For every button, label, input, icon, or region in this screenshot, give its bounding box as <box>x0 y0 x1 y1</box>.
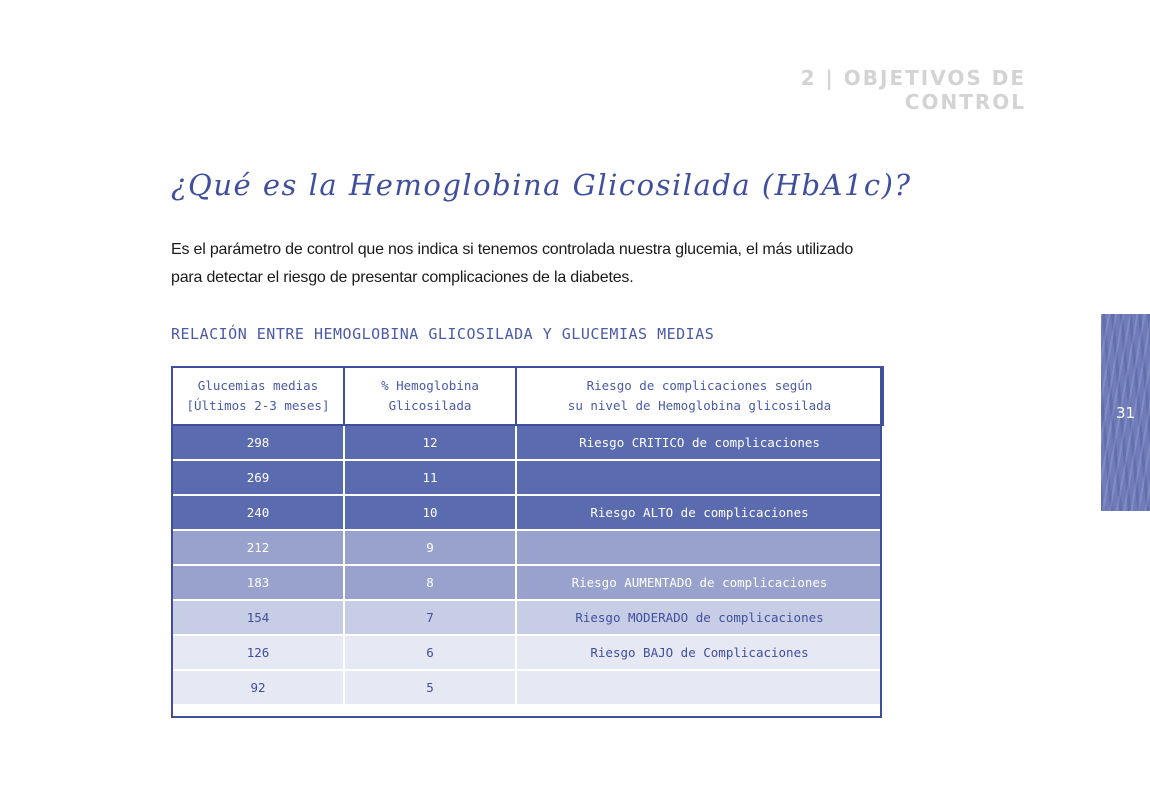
table-heading: RELACIÓN ENTRE HEMOGLOBINA GLICOSILADA Y GLUCEMIAS MEDIAS <box>171 325 715 343</box>
column-header-hemoglobina <box>344 367 516 425</box>
riesgo-cell <box>516 530 883 565</box>
column-header-line: su nivel de Hemoglobina glicosilada <box>567 398 832 413</box>
column-header-line: Glucemias medias <box>197 378 319 393</box>
riesgo-cell: Riesgo CRITICO de complicaciones <box>516 425 883 460</box>
table-row <box>172 495 883 530</box>
table-row <box>172 530 883 565</box>
glucemia-cell: 269 <box>172 460 344 495</box>
column-header-line: % Hemoglobina <box>381 378 479 393</box>
table-row <box>172 460 883 495</box>
table-row <box>172 425 883 460</box>
intro-paragraph: Es el parámetro de control que nos indica si tenemos controlada nuestra glucemia, el más utilizado para detectar el riesgo de presentar complicaciones de la diabetes. <box>171 241 854 286</box>
hba1c-cell: 6 <box>344 635 516 670</box>
column-header-line: Glicosilada <box>388 398 472 413</box>
page-number: 31 <box>1115 404 1136 422</box>
table-header-row <box>172 367 883 425</box>
glucemia-cell: 92 <box>172 670 344 705</box>
riesgo-cell: Riesgo ALTO de complicaciones <box>516 495 883 530</box>
table-row <box>172 635 883 670</box>
glucemia-cell: 212 <box>172 530 344 565</box>
table-row <box>172 670 883 705</box>
column-header-line: Riesgo de complicaciones según <box>586 378 813 393</box>
column-header-riesgo <box>516 367 883 425</box>
hba1c-cell: 9 <box>344 530 516 565</box>
glucemia-cell: 154 <box>172 600 344 635</box>
hba1c-cell: 10 <box>344 495 516 530</box>
riesgo-cell <box>516 670 883 705</box>
riesgo-cell: Riesgo AUMENTADO de complicaciones <box>516 565 883 600</box>
hba1c-cell: 12 <box>344 425 516 460</box>
hba1c-table <box>171 366 884 706</box>
riesgo-cell <box>516 460 883 495</box>
hba1c-cell: 7 <box>344 600 516 635</box>
riesgo-cell: Riesgo BAJO de Complicaciones <box>516 635 883 670</box>
section-header: 2 | OBJETIVOS DE CONTROL <box>800 66 1026 114</box>
glucemia-cell: 298 <box>172 425 344 460</box>
table-row <box>172 565 883 600</box>
table-row <box>172 600 883 635</box>
page-title: ¿Qué es la Hemoglobina Glicosilada (HbA1c)? <box>171 168 912 202</box>
hba1c-cell: 11 <box>344 460 516 495</box>
hba1c-cell: 5 <box>344 670 516 705</box>
glucemia-cell: 240 <box>172 495 344 530</box>
riesgo-cell: Riesgo MODERADO de complicaciones <box>516 600 883 635</box>
glucemia-cell: 183 <box>172 565 344 600</box>
column-header-glucemias <box>172 367 344 425</box>
glucemia-cell: 126 <box>172 635 344 670</box>
column-header-line: [Últimos 2-3 meses] <box>186 398 330 413</box>
hba1c-cell: 8 <box>344 565 516 600</box>
